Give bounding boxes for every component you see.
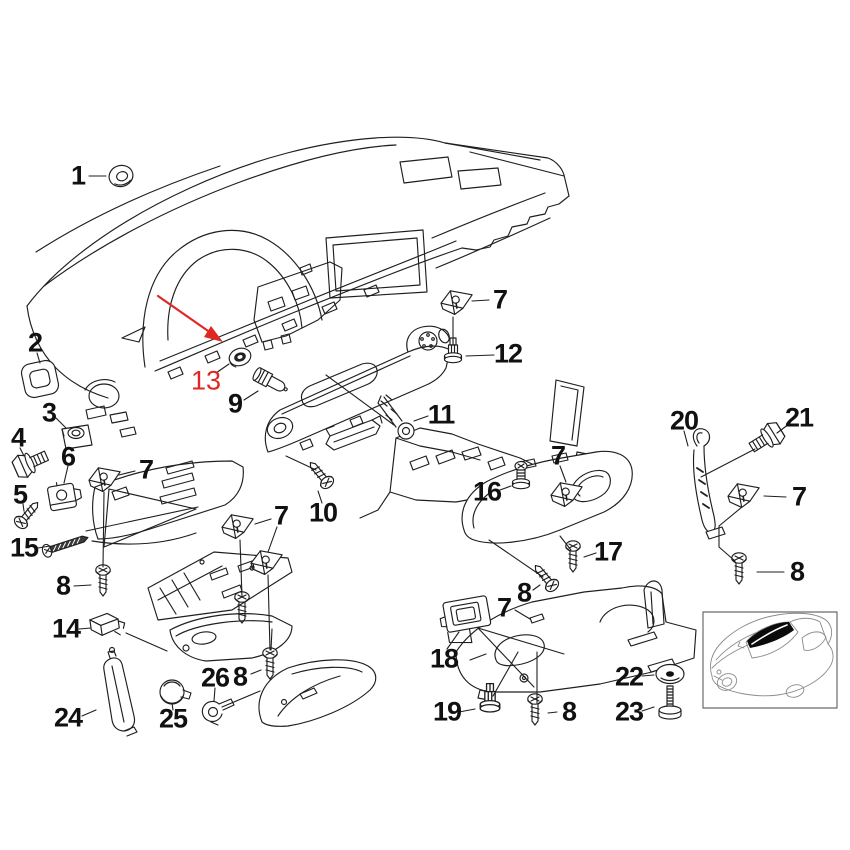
part-22-washer: [656, 665, 684, 684]
callout-8-5[interactable]: 8: [789, 556, 805, 587]
callout-23[interactable]: 23: [614, 696, 644, 727]
door-trim-triangle-panel: [259, 660, 376, 727]
part-8-screw: [263, 648, 277, 679]
part-23-stud-bolt: [659, 686, 681, 719]
callout-20[interactable]: 20: [669, 405, 699, 436]
callout-7-2[interactable]: 7: [273, 500, 289, 531]
part-26-clip: [202, 699, 234, 725]
callout-1[interactable]: 1: [70, 160, 86, 191]
callout-2[interactable]: 2: [27, 327, 43, 358]
callout-4[interactable]: 4: [10, 422, 26, 453]
callout-8-1[interactable]: 8: [55, 570, 71, 601]
callout-17[interactable]: 17: [593, 536, 623, 567]
callout-9[interactable]: 9: [227, 388, 243, 419]
callout-10[interactable]: 10: [308, 497, 338, 528]
part-15-long-screw: [41, 531, 90, 558]
callout-14[interactable]: 14: [51, 613, 81, 644]
callout-21[interactable]: 21: [784, 402, 814, 433]
callout-24[interactable]: 24: [53, 702, 83, 733]
callout-6[interactable]: 6: [60, 441, 76, 472]
part-24-trim-strip: [104, 648, 137, 737]
callout-8-4[interactable]: 8: [561, 696, 577, 727]
part-7-clip: [220, 512, 255, 540]
part-7-clip: [726, 481, 761, 509]
callout-3[interactable]: 3: [41, 397, 57, 428]
part-8-screw: [528, 694, 542, 725]
callout-15[interactable]: 15: [9, 532, 39, 563]
callout-7-1[interactable]: 7: [138, 454, 154, 485]
underdash-insulation-panel: [456, 577, 696, 700]
callout-16[interactable]: 16: [472, 476, 502, 507]
dashboard-assembly: [27, 137, 569, 437]
callout-11[interactable]: 11: [427, 399, 455, 430]
part-25-cap: [160, 680, 191, 704]
callout-7-5[interactable]: 7: [496, 592, 512, 623]
part-8-screw: [96, 565, 110, 596]
callout-7-6[interactable]: 7: [791, 481, 807, 512]
callout-18[interactable]: 18: [429, 643, 459, 674]
part-13-grommet: [227, 346, 253, 369]
part-20-hook-strap: [693, 429, 725, 539]
callout-7-4[interactable]: 7: [550, 440, 566, 471]
part-6-clip-plate: [47, 479, 83, 511]
part-14-bracket: [89, 611, 126, 639]
part-8-screw: [732, 553, 746, 584]
callout-7-3[interactable]: 7: [492, 284, 508, 315]
callout-25[interactable]: 25: [158, 703, 188, 734]
part-7-clip: [439, 288, 474, 316]
car-location-inset: [703, 612, 837, 708]
part-21-bolt: [745, 419, 787, 457]
callout-8-2[interactable]: 8: [232, 661, 248, 692]
part-10-screw: [305, 458, 336, 491]
part-2-bezel: [20, 359, 60, 399]
callout-12[interactable]: 12: [493, 338, 523, 369]
callout-26[interactable]: 26: [200, 662, 230, 693]
callout-19[interactable]: 19: [432, 696, 462, 727]
callout-8-3[interactable]: 8: [516, 577, 532, 608]
callout-5[interactable]: 5: [12, 479, 28, 510]
callout-22[interactable]: 22: [614, 661, 644, 692]
callout-13-highlighted[interactable]: 13: [190, 365, 222, 396]
part-1-grommet: [107, 163, 136, 189]
